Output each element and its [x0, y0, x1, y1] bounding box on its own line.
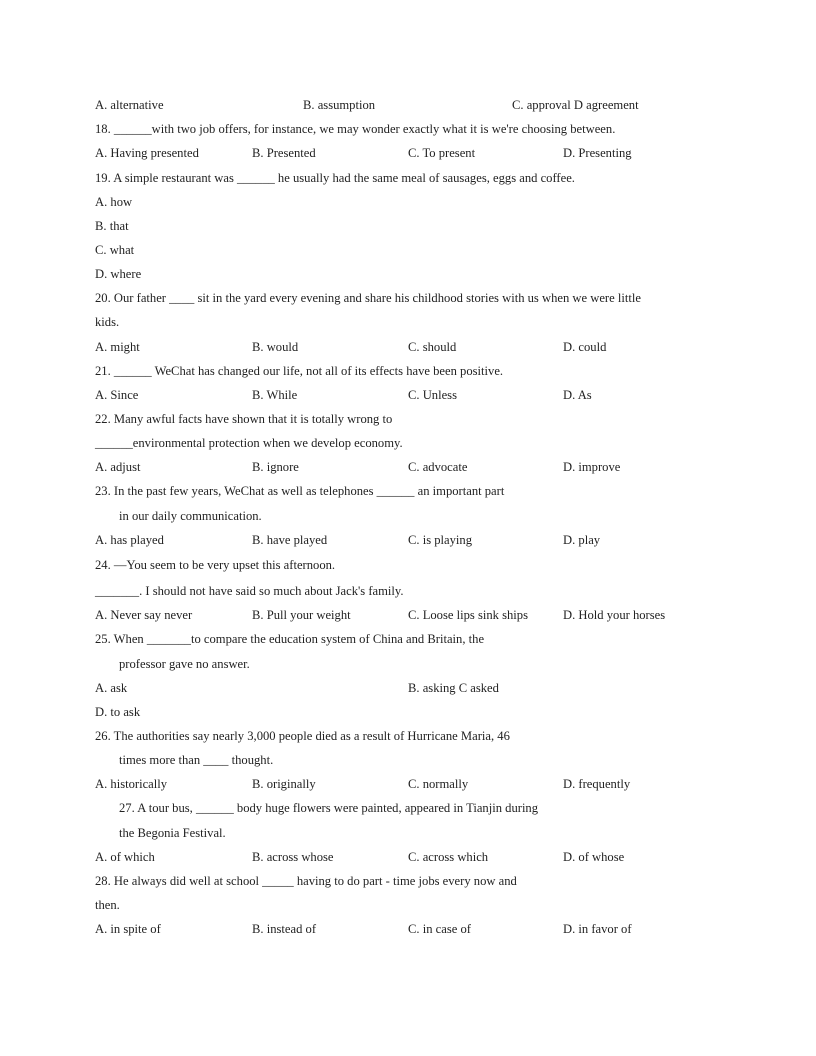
text-line: D. of whose: [563, 850, 625, 864]
text-line: D. where: [95, 267, 142, 281]
text-line: C. approval D agreement: [512, 98, 639, 112]
text-line: D. play: [563, 533, 601, 547]
text-line: A. Since: [95, 388, 139, 402]
text-line: B. would: [252, 340, 299, 354]
text-line: 27. A tour bus, ______ body huge flowers were painted, appeared in Tianjin during: [119, 801, 539, 815]
text-line: D. Hold your horses: [563, 608, 666, 622]
text-line: 25. When _______to compare the education system of China and Britain, the: [95, 632, 485, 646]
text-line: B. ignore: [252, 460, 299, 474]
text-line: C. in case of: [408, 922, 471, 936]
text-line: ______environmental protection when we develop economy.: [95, 436, 403, 450]
text-line: B. asking C asked: [408, 681, 499, 695]
text-line: 18. ______with two job offers, for instance, we may wonder exactly what it is we're choosing between.: [95, 122, 616, 136]
text-line: 23. In the past few years, WeChat as well as telephones ______ an important part: [95, 484, 505, 498]
text-line: 20. Our father ____ sit in the yard every evening and share his childhood stories with us when we were little: [95, 291, 641, 305]
text-line: 19. A simple restaurant was ______ he usually had the same meal of sausages, eggs and coffee.: [95, 171, 575, 185]
text-line: B. have played: [252, 533, 328, 547]
text-line: A. Never say never: [95, 608, 193, 622]
text-line: then.: [95, 898, 120, 912]
text-line: in our daily communication.: [119, 509, 262, 523]
text-line: A. of which: [95, 850, 155, 864]
text-line: 26. The authorities say nearly 3,000 people died as a result of Hurricane Maria, 46: [95, 729, 510, 743]
text-line: the Begonia Festival.: [119, 826, 226, 840]
text-line: D. Presenting: [563, 146, 632, 160]
text-line: A. Having presented: [95, 146, 199, 160]
text-line: C. is playing: [408, 533, 473, 547]
text-line: A. might: [95, 340, 140, 354]
text-line: C. advocate: [408, 460, 468, 474]
text-line: D. could: [563, 340, 607, 354]
text-line: D. in favor of: [563, 922, 632, 936]
text-line: C. Loose lips sink ships: [408, 608, 529, 622]
text-line: 28. He always did well at school _____ having to do part - time jobs every now and: [95, 874, 517, 888]
text-line: A. adjust: [95, 460, 141, 474]
text-line: 24. —You seem to be very upset this afternoon.: [95, 558, 336, 572]
text-line: D. to ask: [95, 705, 141, 719]
text-line: B. assumption: [303, 98, 376, 112]
text-line: C. what: [95, 243, 135, 257]
text-line: 21. ______ WeChat has changed our life, not all of its effects have been positive.: [95, 364, 504, 378]
text-line: A. historically: [95, 777, 168, 791]
text-line: A. in spite of: [95, 922, 161, 936]
text-line: times more than ____ thought.: [119, 753, 274, 767]
text-line: kids.: [95, 315, 120, 329]
text-line: professor gave no answer.: [119, 657, 250, 671]
text-line: C. Unless: [408, 388, 457, 402]
text-line: C. normally: [408, 777, 469, 791]
text-line: B. While: [252, 388, 298, 402]
text-line: D. improve: [563, 460, 621, 474]
text-line: C. across which: [408, 850, 489, 864]
text-line: B. Presented: [252, 146, 316, 160]
text-line: B. that: [95, 219, 129, 233]
text-line: A. alternative: [95, 98, 164, 112]
text-line: B. originally: [252, 777, 316, 791]
text-line: C. To present: [408, 146, 476, 160]
text-line: D. frequently: [563, 777, 631, 791]
text-line: B. across whose: [252, 850, 334, 864]
text-line: A. ask: [95, 681, 128, 695]
text-line: B. Pull your weight: [252, 608, 351, 622]
text-line: D. As: [563, 388, 592, 402]
text-line: B. instead of: [252, 922, 317, 936]
text-line: A. how: [95, 195, 133, 209]
text-line: A. has played: [95, 533, 164, 547]
text-line: C. should: [408, 340, 457, 354]
text-line: 22. Many awful facts have shown that it is totally wrong to: [95, 412, 393, 426]
text-line: _______. I should not have said so much about Jack's family.: [95, 584, 404, 598]
